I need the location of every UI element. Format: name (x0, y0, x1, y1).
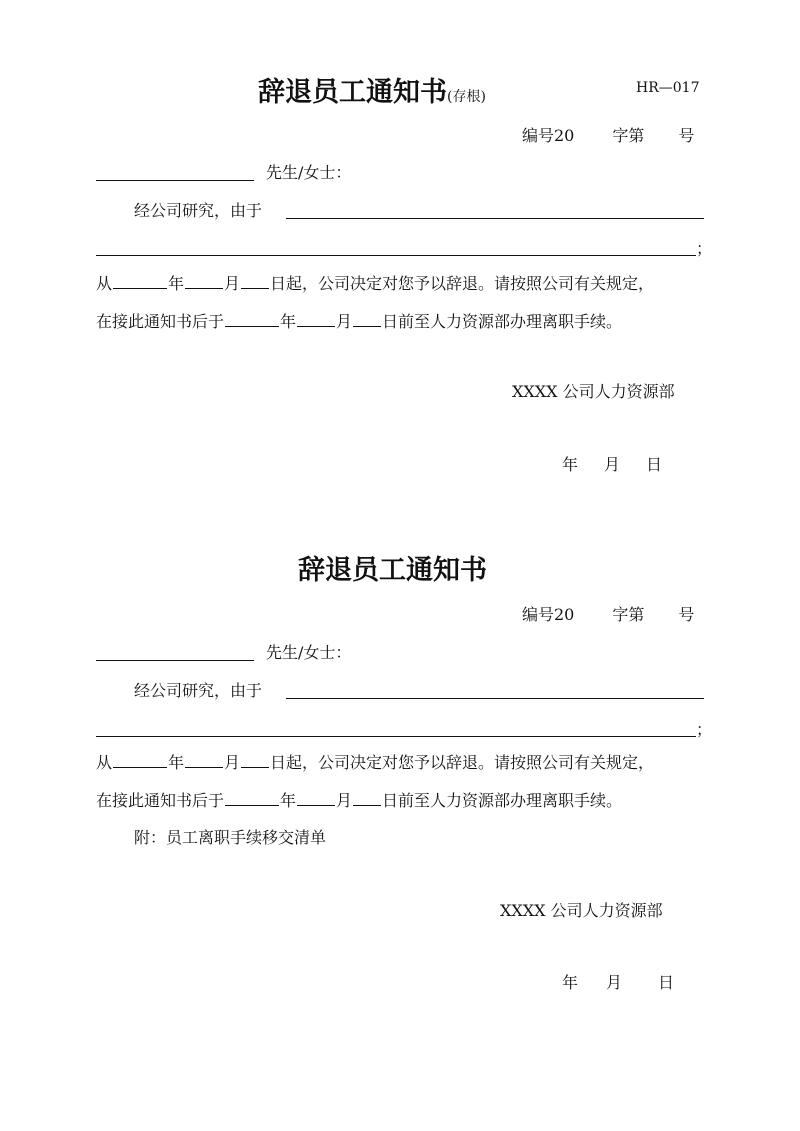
form1-name-blank (96, 180, 254, 181)
form2-date-line (562, 972, 674, 994)
form1-semicolon: ； (696, 239, 713, 258)
form1-stub-label: (存根) (447, 89, 486, 105)
form1-number-mid: 字第 (612, 126, 645, 145)
form1-before-month-blank (297, 310, 335, 327)
form2-date-day: 日 (658, 973, 675, 992)
form1-number-line (522, 125, 694, 147)
form2-from-day-blank (241, 751, 269, 768)
form2-receive-line (96, 789, 622, 812)
form1-month-label: 月 (224, 274, 241, 293)
form2-day-before-text: 日前至人力资源部办理离职手续。 (382, 791, 623, 810)
form2-reason-blank-1 (286, 698, 704, 699)
form1-reason-blank-2 (96, 255, 696, 256)
form1-form-code: HR—017 (636, 80, 700, 96)
form1-year-label: 年 (168, 274, 185, 293)
form2-before-year-blank (225, 789, 279, 806)
form2-name-blank (96, 660, 254, 661)
form1-before-year-label: 年 (280, 312, 297, 331)
form2-receive-intro: 在接此通知书后于 (96, 791, 225, 810)
form1-from-month-blank (185, 272, 223, 289)
form1-from-year-blank (113, 272, 167, 289)
form2-number-line (522, 604, 694, 626)
form2-salutation: 先生/女士： (266, 643, 352, 662)
form2-before-month-label: 月 (336, 791, 353, 810)
form2-from-line (96, 751, 654, 774)
form2-number-mid: 字第 (612, 605, 645, 624)
form1-from-line (96, 272, 654, 295)
form1-day-before-text: 日前至人力资源部办理离职手续。 (382, 312, 623, 331)
form2-before-day-blank (353, 789, 381, 806)
form2-before-year-label: 年 (280, 791, 297, 810)
form2-number-suffix: 号 (678, 605, 695, 624)
form1-day-from-text: 日起，公司决定对您予以辞退。请按照公司有关规定， (270, 274, 655, 293)
form1-date-month: 月 (604, 455, 621, 474)
form2-reason-intro: 经公司研究，由于 (134, 681, 263, 700)
form2-semicolon: ； (696, 720, 713, 739)
form2-month-label: 月 (224, 753, 241, 772)
form2-year-label: 年 (168, 753, 185, 772)
form1-date-day: 日 (646, 455, 663, 474)
form2-title: 辞退员工通知书 (298, 555, 487, 586)
form1-date-line (562, 454, 662, 476)
form1-receive-intro: 在接此通知书后于 (96, 312, 225, 331)
form1-from-day-blank (241, 272, 269, 289)
form2-day-from-text: 日起，公司决定对您予以辞退。请按照公司有关规定， (270, 753, 655, 772)
form1-reason-blank-1 (286, 218, 704, 219)
form2-date-year: 年 (562, 973, 579, 992)
form2-reason-blank-2 (96, 736, 696, 737)
form1-from-label: 从 (96, 274, 113, 293)
form1-reason-intro: 经公司研究，由于 (134, 201, 263, 220)
form1-title-row (258, 70, 486, 109)
form2-from-year-blank (113, 751, 167, 768)
form2-attachment: 附：员工离职手续移交清单 (134, 828, 327, 847)
form2-from-month-blank (185, 751, 223, 768)
form1-department: XXXX 公司人力资源部 (512, 382, 675, 401)
form1-receive-line (96, 310, 622, 333)
form2-before-month-blank (297, 789, 335, 806)
form1-before-day-blank (353, 310, 381, 327)
form1-title: 辞退员工通知书 (258, 77, 447, 108)
form2-department: XXXX 公司人力资源部 (500, 901, 663, 920)
form2-date-month: 月 (606, 973, 623, 992)
form1-number-suffix: 号 (678, 126, 695, 145)
form2-from-label: 从 (96, 753, 113, 772)
form1-date-year: 年 (562, 455, 579, 474)
form1-before-year-blank (225, 310, 279, 327)
form1-number-prefix: 编号20 (522, 126, 575, 145)
form2-number-prefix: 编号20 (522, 605, 575, 624)
form1-before-month-label: 月 (336, 312, 353, 331)
form1-salutation: 先生/女士： (266, 163, 352, 182)
